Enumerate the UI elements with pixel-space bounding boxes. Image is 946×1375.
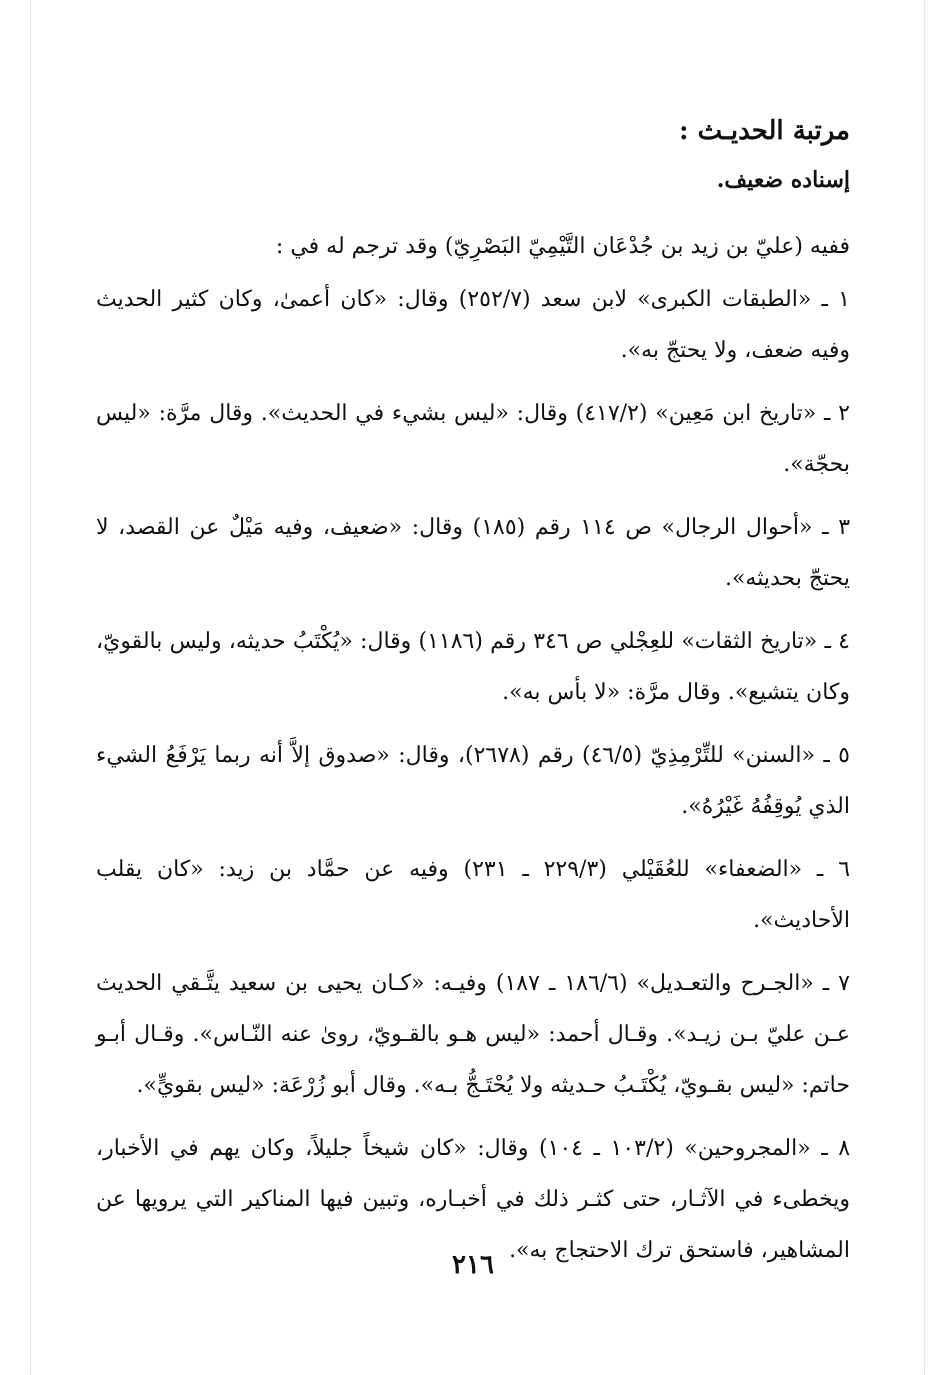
left-margin-dots [30,0,31,1375]
source-entry-6: ٦ ـ «الضعفاء» للعُقَيْلي (٢٢٩/٣ ـ ٢٣١) وفيه عن حمَّاد بن زيد: «كان يقلب الأحاديث». [96,857,851,933]
source-entry-5: ٥ ـ «السنن» للتِّرْمِذِيّ (٤٦/٥) رقم (٢٦٧٨)، وقال: «صدوق إلاَّ أنه ربما يَرْفَعُ الشيء الذي يُوقِفُهُ غَيْرُهُ». [96,743,850,819]
source-entry-7: ٧ ـ «الجـرح والتعـديل» (١٨٦/٦ ـ ١٨٧) وفيـه: «كـان يحيى بن سعيد يتَّـقي الحديث عـن عليّ بـن زيـد». وقـال أحمد: «ليس هـو بالقـويّ، روىٰ عنه النّـاس». وقـال أبـو حاتم: «ليس بقـويّ، يُكْتَـبُ حـديثه ولا يُحْتَـجُّ بـه». وقال أبو زُرْعَة: «ليس بقويٍّ». [96,971,850,1098]
page-number: ٢١٦ [452,1250,494,1280]
isnad-verdict: إسناده ضعيف. [716,167,850,193]
right-margin-dots [924,0,925,1375]
source-entry-2: ٢ ـ «تاريخ ابن مَعِين» (٤١٧/٢) وقال: «ليس بشيء في الحديث». وقال مرَّة: «ليس بحجّة». [96,401,850,477]
source-entry-3: ٣ ـ «أحوال الرجال» ص ١١٤ رقم (١٨٥) وقال: «ضعيف، وفيه مَيْلٌ عن القصد، لا يحتجّ بحديثه». [96,515,851,591]
main-text [96,108,850,1288]
source-entry-8: ٨ ـ «المجروحين» (١٠٣/٢ ـ ١٠٤) وقال: «كان شيخاً جليلاً، وكان يهم في الأخبار، ويخطىء في الآثـار، حتى كثـر ذلك في أخبـاره، وتبين فيها المناكير التي يرويها عن المشاهير، فاستحق ترك الاحتجاج به». [96,1136,851,1263]
section-heading: مرتبة الحديـث : [679,116,850,146]
intro-paragraph: ففيه (عليّ بن زيد بن جُدْعَان التَّيْمِيّ البَصْرِيّ) وقد ترجم له في : [275,234,850,259]
source-entry-1: ١ ـ «الطبقات الكبرى» لابن سعد (٢٥٢/٧) وقال: «كان أعمىٰ، وكان كثير الحديث وفيه ضعف، ولا يحتجّ به». [96,287,850,363]
source-entry-4: ٤ ـ «تاريخ الثقات» للعِجْلي ص ٣٤٦ رقم (١١٨٦) وقال: «يُكْتَبُ حديثه، وليس بالقويّ، وكان يتشيع». وقال مرَّة: «لا بأس به». [96,629,850,705]
